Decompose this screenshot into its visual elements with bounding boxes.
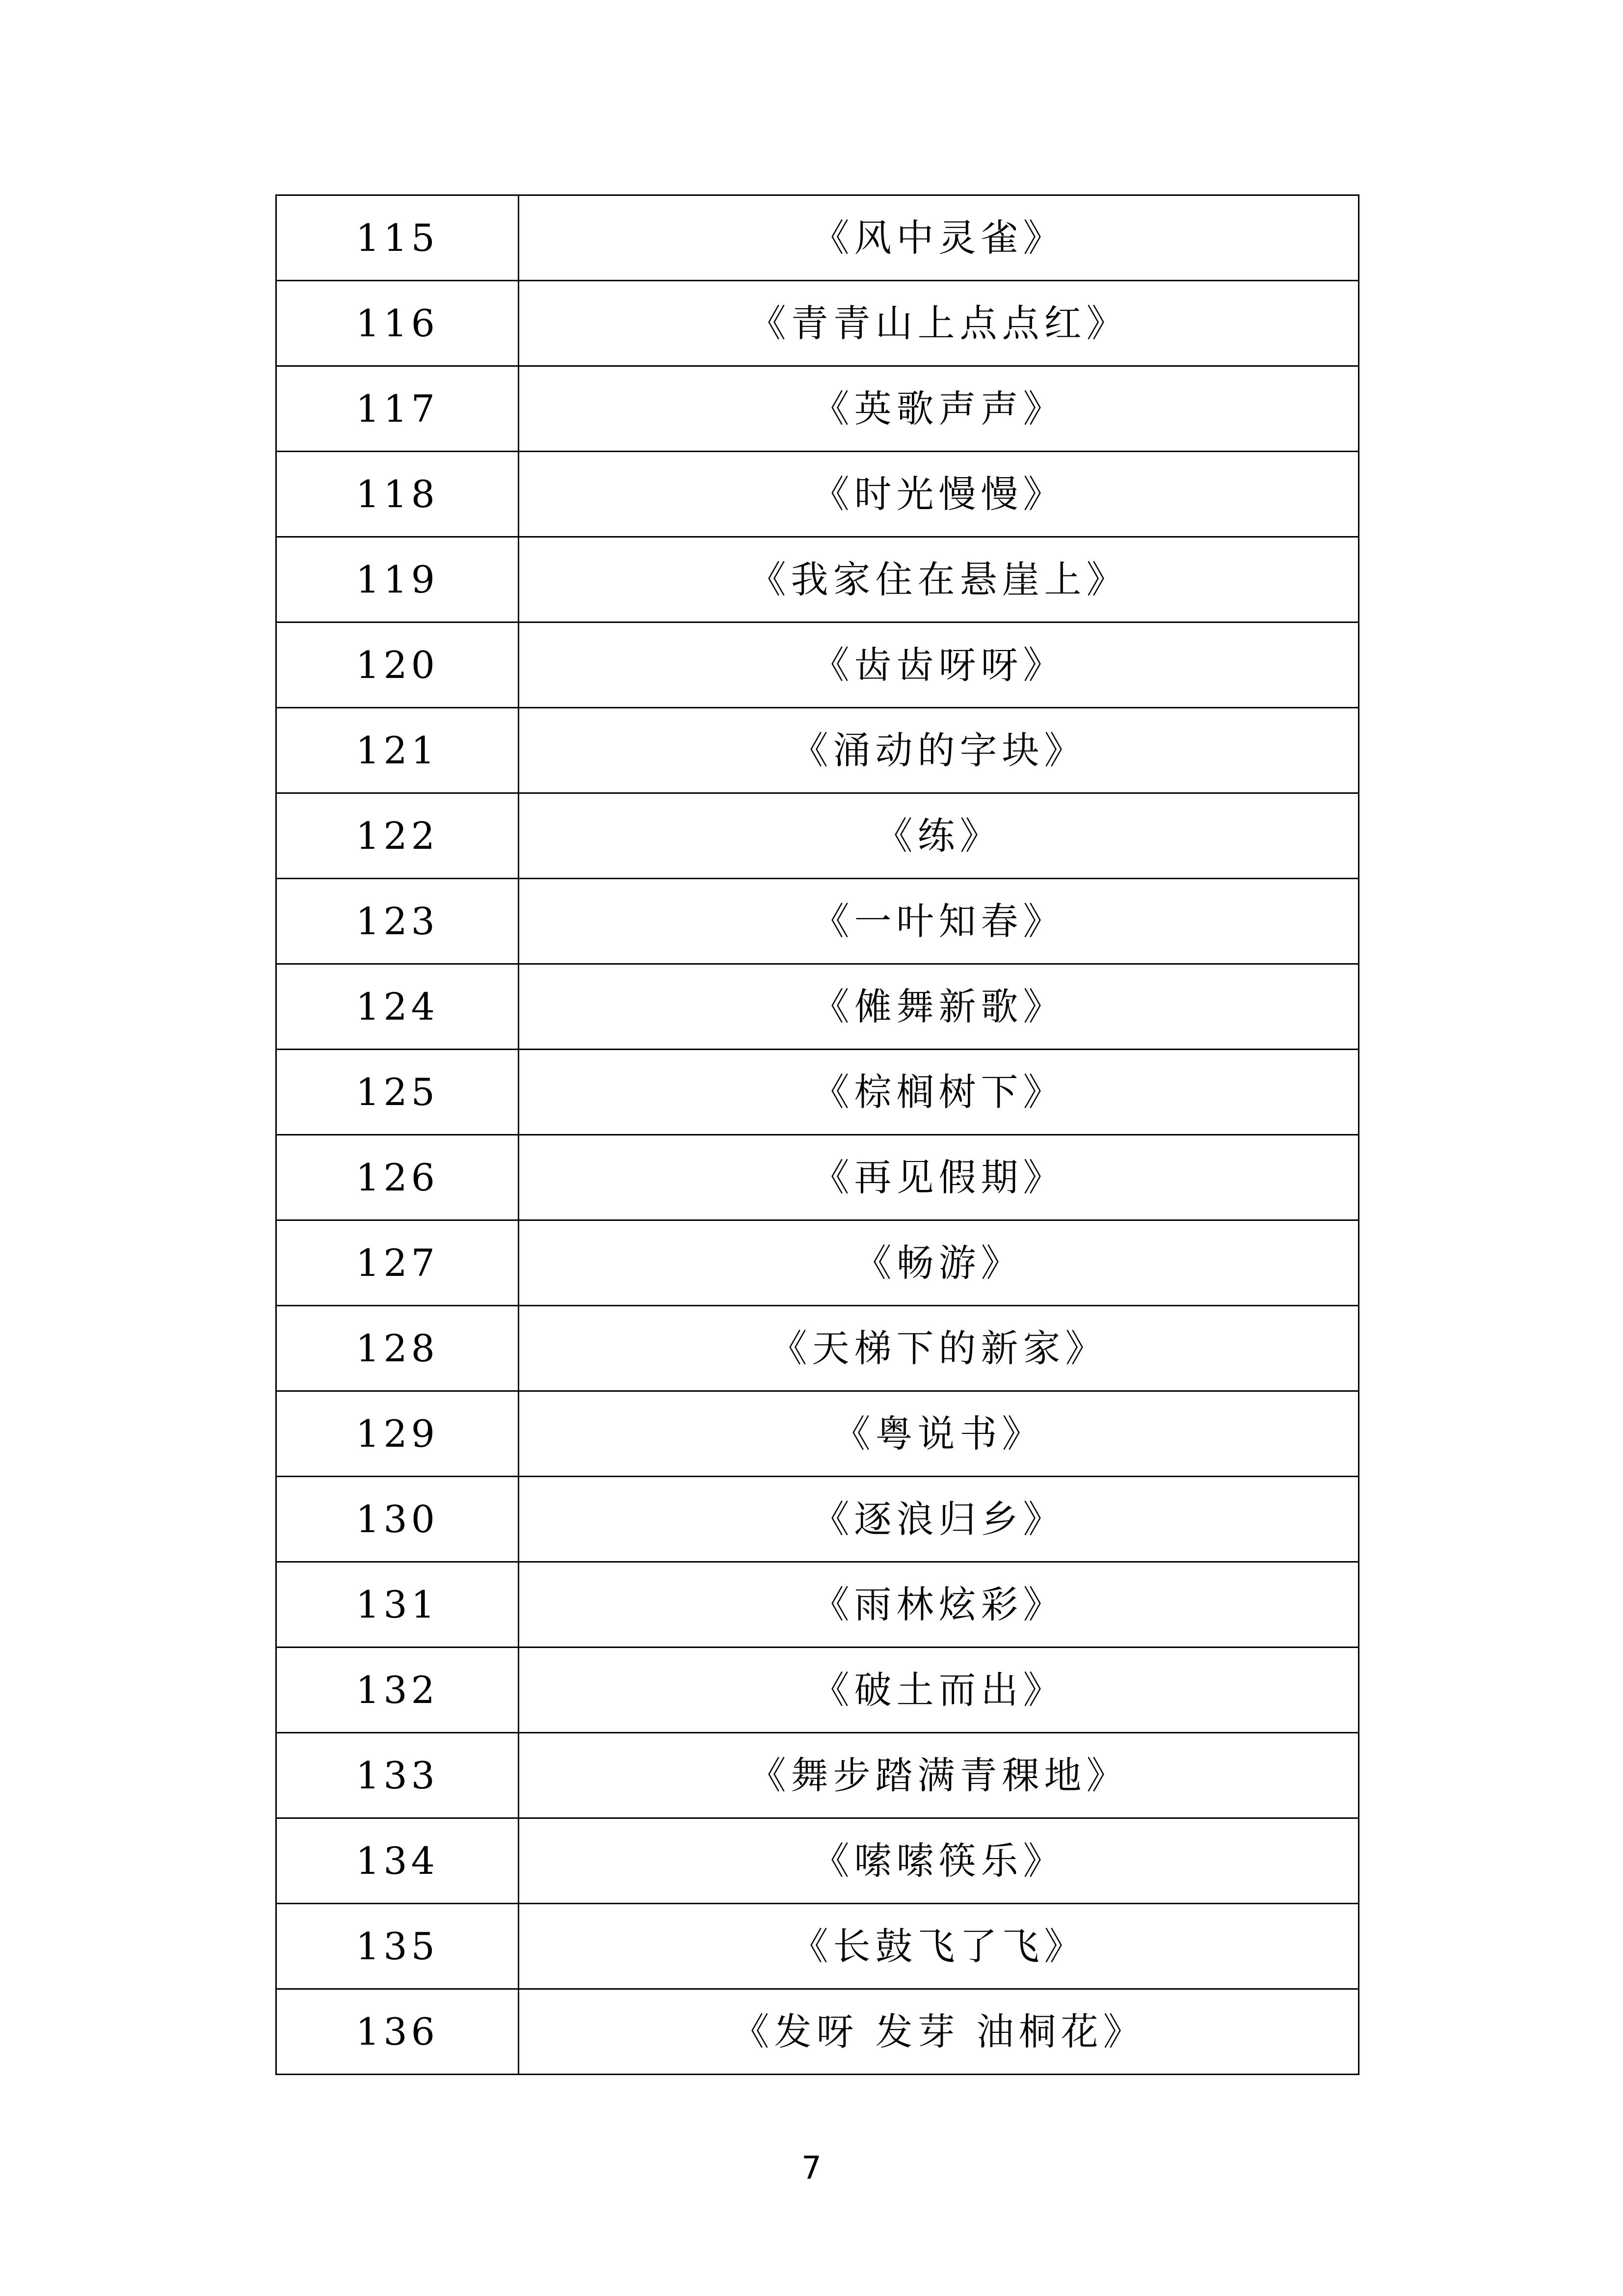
page-number: 7 — [801, 2150, 822, 2187]
row-number: 125 — [276, 1050, 519, 1135]
row-number: 118 — [276, 452, 519, 537]
table-row — [276, 1648, 1359, 1733]
row-number: 131 — [276, 1562, 519, 1648]
table-row — [276, 793, 1359, 879]
row-number: 127 — [276, 1220, 519, 1306]
row-number: 119 — [276, 537, 519, 622]
work-title: 《青青山上点点红》 — [519, 281, 1359, 366]
work-title: 《嗦嗦筷乐》 — [519, 1818, 1359, 1904]
table-row — [276, 537, 1359, 622]
row-number: 130 — [276, 1477, 519, 1562]
row-number: 135 — [276, 1904, 519, 1989]
table-row — [276, 195, 1359, 281]
work-title: 《棕榈树下》 — [519, 1050, 1359, 1135]
row-number: 134 — [276, 1818, 519, 1904]
work-title: 《风中灵雀》 — [519, 195, 1359, 281]
table-row — [276, 281, 1359, 366]
table-row — [276, 879, 1359, 964]
work-title: 《天梯下的新家》 — [519, 1306, 1359, 1391]
table-row — [276, 622, 1359, 708]
table-row — [276, 1050, 1359, 1135]
table-row — [276, 1989, 1359, 2075]
row-number: 132 — [276, 1648, 519, 1733]
row-number: 133 — [276, 1733, 519, 1818]
table-row — [276, 1904, 1359, 1989]
work-title: 《发呀 发芽 油桐花》 — [519, 1989, 1359, 2075]
work-title: 《时光慢慢》 — [519, 452, 1359, 537]
table-row — [276, 1477, 1359, 1562]
work-title: 《涌动的字块》 — [519, 708, 1359, 793]
table-row — [276, 1562, 1359, 1648]
row-number: 124 — [276, 964, 519, 1050]
work-title: 《舞步踏满青稞地》 — [519, 1733, 1359, 1818]
table-row — [276, 366, 1359, 452]
row-number: 122 — [276, 793, 519, 879]
table-row — [276, 452, 1359, 537]
row-number: 120 — [276, 622, 519, 708]
row-number: 115 — [276, 195, 519, 281]
work-title: 《逐浪归乡》 — [519, 1477, 1359, 1562]
row-number: 129 — [276, 1391, 519, 1477]
work-title: 《再见假期》 — [519, 1135, 1359, 1220]
work-title: 《傩舞新歌》 — [519, 964, 1359, 1050]
row-number: 116 — [276, 281, 519, 366]
table-row — [276, 1135, 1359, 1220]
row-number: 136 — [276, 1989, 519, 2075]
row-number: 123 — [276, 879, 519, 964]
work-title: 《一叶知春》 — [519, 879, 1359, 964]
work-title: 《长鼓飞了飞》 — [519, 1904, 1359, 1989]
table-row — [276, 1733, 1359, 1818]
works-list-body — [276, 195, 1359, 2075]
row-number: 117 — [276, 366, 519, 452]
work-title: 《练》 — [519, 793, 1359, 879]
work-title: 《我家住在悬崖上》 — [519, 537, 1359, 622]
work-title: 《雨林炫彩》 — [519, 1562, 1359, 1648]
work-title: 《畅游》 — [519, 1220, 1359, 1306]
table-row — [276, 708, 1359, 793]
work-title: 《破土而出》 — [519, 1648, 1359, 1733]
row-number: 126 — [276, 1135, 519, 1220]
table-row — [276, 1306, 1359, 1391]
work-title: 《粤说书》 — [519, 1391, 1359, 1477]
table-row — [276, 1391, 1359, 1477]
table-row — [276, 1220, 1359, 1306]
table-row — [276, 1818, 1359, 1904]
work-title: 《齿齿呀呀》 — [519, 622, 1359, 708]
row-number: 121 — [276, 708, 519, 793]
row-number: 128 — [276, 1306, 519, 1391]
works-list-table — [275, 194, 1359, 2075]
work-title: 《英歌声声》 — [519, 366, 1359, 452]
table-row — [276, 964, 1359, 1050]
